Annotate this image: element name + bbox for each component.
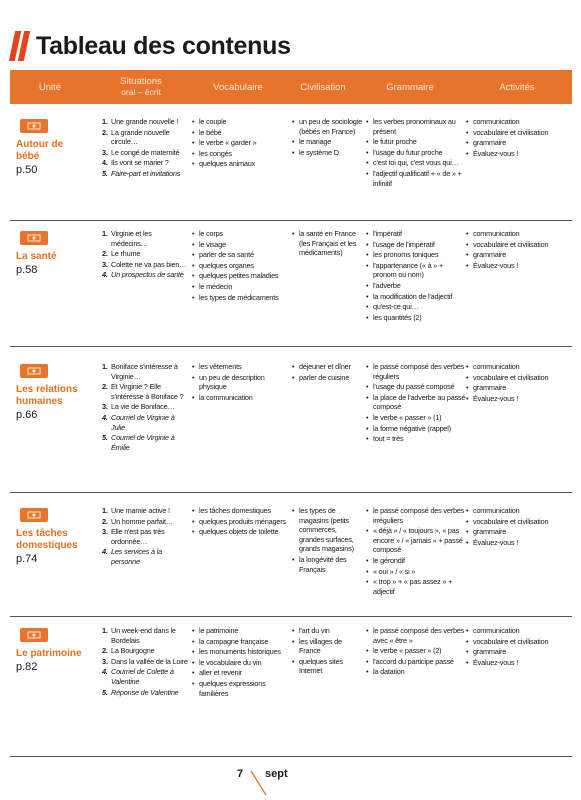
situation-number: 2. [102,249,108,259]
vocabulaire-item: • la campagne française [192,637,288,647]
unit-name: Les tâches domestiques [16,528,78,551]
vocabulaire-cell [192,229,288,303]
situation-text: Colette ne va pas bien… [111,259,187,269]
civilisation-cell [292,117,362,158]
situation-item [102,158,188,168]
civilisation-cell [292,229,362,259]
grammaire-item: • l'usage du futur proche [366,148,466,158]
unit-row [10,358,572,493]
activites-item: • grammaire [466,250,572,260]
vocabulaire-item: • les congés [192,149,288,159]
unit-page: p.82 [16,661,38,673]
situation-item [102,688,188,698]
unit-page: p.66 [16,409,38,421]
unit-pictogram-icon [27,233,41,243]
grammaire-item: • l'adjectif qualificatif + « de » + infinitif [366,169,466,188]
situation-text: Elle n'est pas très ordonnée… [111,527,165,546]
situation-item [102,148,188,158]
grammaire-item: • le gérondif [366,556,466,566]
unit-badge [20,364,48,378]
situation-text: La grande nouvelle circule… [111,127,170,147]
unit-badge [20,628,48,642]
vocabulaire-cell [192,362,288,403]
unit-name: Le patrimoine [16,648,82,659]
situation-item [102,646,188,656]
grammaire-item: • c'est toi qui, c'est vous qui… [366,158,466,168]
grammaire-item: • le verbe « passer » (2) [366,646,466,656]
vocabulaire-item: • les tâches domestiques [192,506,288,516]
situation-number: 1. [102,506,108,515]
vocabulaire-item: • quelques organes [192,261,288,271]
grammaire-item: • les verbes pronominaux au présent [366,117,466,136]
header-unite: Unité [38,81,62,93]
grammaire-item: • l'usage de l'impératif [366,240,466,250]
vocabulaire-item: • les monuments historiques [192,647,288,657]
vocabulaire-item: • le corps [192,229,288,239]
situation-text: Une mamie active ! [111,506,170,515]
grammaire-item: • le verbe « passer » (1) [366,413,466,423]
situation-text: Faire-part et invitations [111,168,181,178]
activites-item: • communication [466,506,572,516]
civilisation-item: • les villages de France [292,637,362,656]
vocabulaire-cell [192,506,288,538]
situation-number: 2. [102,127,108,137]
unit-cell [16,119,82,176]
situation-text: Réponse de Valentine [111,687,179,697]
header-vocabulaire: Vocabulaire [213,81,263,93]
activites-cell [466,626,572,668]
situation-number: 4. [102,667,108,677]
vocabulaire-item: • le bébé [192,128,288,138]
situation-item [102,413,188,432]
vocabulaire-item: • quelques expressions familières [192,679,288,698]
unit-row [10,225,572,350]
grammaire-item: • l'accord du participe passé [366,657,466,667]
activites-item: • grammaire [466,138,572,148]
situations-cell [102,229,188,281]
vocabulaire-item: • le verbe « garder » [192,138,288,148]
situation-number: 3. [102,656,108,666]
title-accent-bars [10,31,32,61]
vocabulaire-item: • les types de médicaments [192,293,288,303]
situation-item [102,667,188,686]
situation-number: 4. [102,158,108,168]
page-number: 7 [237,768,244,780]
situation-item [102,657,188,667]
situation-number: 1. [102,229,108,238]
vocabulaire-item: • la communication [192,393,288,403]
unit-name: Les relations humaines [16,384,78,407]
situation-item [102,547,188,566]
vocabulaire-item: • un peu de description physique [192,373,288,392]
grammaire-cell [366,506,466,597]
activites-item: • grammaire [466,383,572,393]
grammaire-cell [366,229,466,323]
grammaire-cell [366,626,466,678]
vocabulaire-item: • le médecin [192,282,288,292]
grammaire-item: • l'appartenance (« à » + pronom ou nom) [366,261,466,280]
unit-pictogram-icon [27,121,41,131]
row-divider [10,756,572,757]
situation-number: 2. [102,516,108,526]
civilisation-cell [292,362,362,383]
unit-cell [16,628,82,673]
grammaire-item: • la forme négative (rappel) [366,424,466,434]
grammaire-item: • le passé composé des verbes avec « être » [366,626,466,645]
unit-pictogram-icon [27,510,41,520]
situation-item [102,402,188,412]
situations-cell [102,117,188,180]
grammaire-item: • tout = très [366,434,466,444]
civilisation-item: • un peu de sociologie (bébés en France) [292,117,362,136]
situation-item [102,433,188,452]
civilisation-item: • les types de magasins (petits commerces, grandes surfaces, grands magasins) [292,506,362,554]
situation-item [102,517,188,527]
civilisation-item: • déjeuner et dîner [292,362,362,372]
vocabulaire-item: • parler de sa santé [192,250,288,260]
situation-text: Le congé de maternité [111,147,180,157]
vocabulaire-item: • les vêtements [192,362,288,372]
activites-item: • Évaluez-vous ! [466,538,572,548]
situations-cell [102,506,188,568]
table-header [10,70,572,104]
situation-text: Et Virginie ? Elle s'intéresse à Boniface ? [111,382,184,401]
situation-text: Une grande nouvelle ! [111,117,179,126]
activites-item: • communication [466,626,572,636]
unit-cell [16,508,82,565]
unit-cell [16,364,82,421]
situation-number: 3. [102,402,108,412]
grammaire-item: • l'impératif [366,229,466,239]
situation-number: 4. [102,270,108,280]
grammaire-item: • la place de l'adverbe au passé composé [366,393,466,412]
unit-badge [20,119,48,133]
grammaire-item: • « oui » / « si » [366,567,466,577]
vocabulaire-item: • quelques animaux [192,159,288,169]
civilisation-cell [292,626,362,677]
unit-pictogram-icon [27,366,41,376]
grammaire-item: • le futur proche [366,137,466,147]
vocabulaire-item: • quelques produits ménagers [192,517,288,527]
grammaire-item: • « déjà » / « toujours », « pas encore » / « jamais » + passé composé [366,526,466,555]
situation-text: Virginie et les médecins… [111,229,152,248]
activites-cell [466,117,572,159]
activites-cell [466,229,572,271]
activites-item: • communication [466,229,572,239]
situation-number: 5. [102,168,108,178]
row-divider [10,220,572,221]
situation-text: Dans la vallée de la Loire [111,656,188,666]
activites-item: • grammaire [466,527,572,537]
situation-item [102,362,188,381]
vocabulaire-item: • le vocabulaire du vin [192,658,288,668]
civilisation-item: • parler de cuisine [292,373,362,383]
unit-row [10,502,572,614]
activites-item: • Évaluez-vous ! [466,261,572,271]
situation-text: Boniface s'intéresse à Virginie… [111,362,178,381]
page-title: Tableau des contenus [36,31,291,60]
situation-number: 5. [102,687,108,697]
page-footer [0,765,581,795]
situation-number: 3. [102,527,108,537]
unit-pictogram-icon [27,630,41,640]
situation-item [102,382,188,401]
unit-name: Autour de bébé [16,139,64,162]
vocabulaire-item: • quelques petites maladies [192,271,288,281]
unit-badge [20,231,48,245]
situation-text: Courriel de Virginie à Julie [111,412,175,432]
activites-item: • communication [466,362,572,372]
situation-text: Les services à la personne [111,547,162,566]
activites-cell [466,362,572,404]
grammaire-item: • les pronoms toniques [366,250,466,260]
vocabulaire-item: • le patrimoine [192,626,288,636]
activites-item: • grammaire [466,647,572,657]
situation-item [102,249,188,259]
situation-text: Courriel de Virginie à Émilie [111,433,175,452]
grammaire-item: • « trop » + « pas assez » + adjectif [366,577,466,596]
page-number-word: sept [265,768,288,780]
situation-text: Un prospectus de santé [111,270,184,280]
civilisation-cell [292,506,362,575]
situation-item [102,260,188,270]
civilisation-item: • le mariage [292,137,362,147]
situation-number: 1. [102,626,108,635]
situation-text: Un week-end dans le Bordelais [111,626,176,645]
activites-item: • vocabulaire et civilisation [466,128,572,138]
situation-item [102,128,188,147]
activites-item: • communication [466,117,572,127]
page-heading [10,30,291,62]
row-divider [10,616,572,617]
vocabulaire-cell [192,117,288,170]
civilisation-item: • quelques sites Internet [292,657,362,676]
grammaire-item: • la modification de l'adjectif [366,292,466,302]
vocabulaire-item: • aller et revenir [192,668,288,678]
civilisation-item: • l'art du vin [292,626,362,636]
activites-item: • vocabulaire et civilisation [466,637,572,647]
situation-text: Ils vont se marier ? [111,158,169,168]
activites-item: • vocabulaire et civilisation [466,517,572,527]
situation-number: 4. [102,412,108,422]
unit-row [10,113,572,218]
activites-item: • Évaluez-vous ! [466,149,572,159]
vocabulaire-item: • quelques objets de toilette [192,527,288,537]
situation-item [102,169,188,179]
grammaire-item: • qu'est-ce qui… [366,302,466,312]
situation-item [102,117,188,127]
situation-item [102,229,188,248]
grammaire-item: • l'adverbe [366,281,466,291]
situation-text: Le rhume [111,249,141,259]
situation-text: La Bourgogne [111,646,155,656]
grammaire-item: • les quantités (2) [366,313,466,323]
situations-cell [102,626,188,698]
grammaire-item: • le passé composé des verbes réguliers [366,362,466,381]
situation-item [102,270,188,280]
unit-badge [20,508,48,522]
situation-number: 1. [102,362,108,371]
header-situations-sub: oral – écrit [121,87,161,97]
situation-number: 5. [102,433,108,443]
vocabulaire-cell [192,626,288,699]
situation-number: 3. [102,259,108,269]
activites-item: • Évaluez-vous ! [466,658,572,668]
vocabulaire-item: • le visage [192,240,288,250]
activites-cell [466,506,572,548]
grammaire-item: • la datation [366,667,466,677]
situation-number: 1. [102,117,108,126]
unit-row [10,622,572,752]
situation-item [102,626,188,645]
unit-page: p.50 [16,164,38,176]
situation-number: 4. [102,547,108,557]
unit-name: La santé [16,251,57,262]
header-grammaire: Grammaire [386,81,434,93]
civilisation-item: • la santé en France (les Français et les médicaments) [292,229,362,258]
situation-number: 2. [102,382,108,392]
unit-page: p.58 [16,264,38,276]
activites-item: • Évaluez-vous ! [466,394,572,404]
grammaire-cell [366,362,466,445]
situation-number: 2. [102,646,108,656]
unit-page: p.74 [16,553,38,565]
civilisation-item: • le système D [292,148,362,158]
situation-text: Courriel de Colette à Valentine [111,667,174,686]
grammaire-item: • le passé composé des verbes irréguliers [366,506,466,525]
header-activites: Activités [499,81,535,93]
activites-item: • vocabulaire et civilisation [466,240,572,250]
situation-number: 3. [102,147,108,157]
unit-cell [16,231,82,276]
situation-text: Un homme parfait… [111,516,173,526]
grammaire-item: • l'usage du passé composé [366,382,466,392]
situation-item [102,506,188,516]
header-civilisation: Civilisation [300,81,346,93]
grammaire-cell [366,117,466,189]
situations-cell [102,362,188,453]
header-situations: Situations oral – écrit [120,76,162,97]
civilisation-item: • la longévité des Français [292,555,362,574]
situation-item [102,527,188,546]
situation-text: La vie de Boniface… [111,402,175,412]
activites-item: • vocabulaire et civilisation [466,373,572,383]
vocabulaire-item: • le couple [192,117,288,127]
